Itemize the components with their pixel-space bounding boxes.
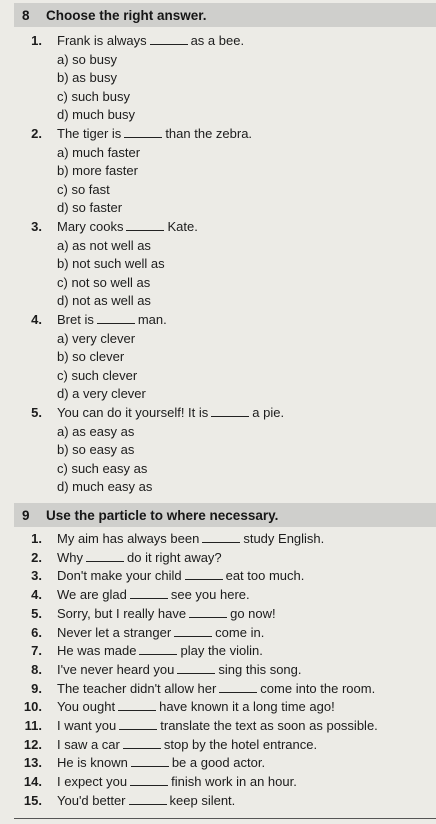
text-after-blank: play the violin.: [180, 643, 263, 658]
answer-blank[interactable]: [86, 549, 124, 562]
option-text: d) not as well as: [57, 293, 151, 308]
answer-option: [0, 237, 436, 255]
question-text: [57, 661, 302, 679]
text-before-blank: The teacher didn't allow her: [57, 681, 217, 696]
answer-blank[interactable]: [130, 586, 168, 599]
question-line: [0, 717, 436, 735]
question-line: [0, 642, 436, 660]
question-line: [0, 605, 436, 623]
question-line: [0, 792, 436, 810]
option-text: d) much easy as: [57, 479, 153, 494]
answer-option: [0, 106, 436, 124]
text-after-blank: sing this song.: [218, 662, 302, 677]
text-before-blank: I saw a car: [57, 737, 120, 752]
question-text: [57, 218, 198, 236]
answer-blank[interactable]: [211, 404, 249, 417]
question-line: [0, 125, 436, 143]
section-number: 9: [22, 507, 30, 523]
text-after-blank: man.: [137, 312, 167, 327]
text-after-blank: keep silent.: [169, 793, 236, 808]
text-after-blank: finish work in an hour.: [171, 774, 297, 789]
option-text: b) so clever: [57, 349, 125, 364]
text-before-blank: Why: [57, 550, 83, 565]
text-before-blank: My aim has always been: [57, 531, 200, 546]
answer-blank[interactable]: [185, 567, 223, 580]
question-line: [0, 698, 436, 716]
text-before-blank: Mary cooks: [57, 219, 124, 234]
answer-blank[interactable]: [129, 792, 167, 805]
question-text: [57, 642, 263, 660]
option-text: c) such clever: [57, 368, 138, 383]
section-title: Choose the right answer.: [46, 7, 207, 23]
question-text: [57, 404, 284, 422]
answer-blank[interactable]: [131, 754, 169, 767]
text-after-blank: a pie.: [252, 405, 285, 420]
option-text: b) as busy: [57, 70, 117, 85]
question-line: [0, 624, 436, 642]
question-text: [57, 549, 222, 567]
option-text: a) much faster: [57, 145, 141, 160]
text-before-blank: We are glad: [57, 587, 127, 602]
section-8-header: [14, 3, 436, 27]
question-line: [0, 32, 436, 50]
answer-option: [0, 478, 436, 496]
question-text: [57, 754, 265, 772]
answer-option: [0, 441, 436, 459]
answer-option: [0, 199, 436, 217]
question-number: 8.: [31, 662, 42, 677]
answer-option: [0, 460, 436, 478]
answer-blank[interactable]: [139, 642, 177, 655]
text-after-blank: than the zebra.: [165, 126, 253, 141]
answer-blank[interactable]: [189, 605, 227, 618]
question-text: [57, 125, 252, 143]
option-text: a) as easy as: [57, 424, 135, 439]
question-text: [57, 32, 244, 50]
text-before-blank: He is known: [57, 755, 128, 770]
question-text: [57, 680, 375, 698]
text-after-blank: as a bee.: [190, 33, 245, 48]
option-text: d) much busy: [57, 107, 136, 122]
text-after-blank: see you here.: [170, 587, 250, 602]
question-text: [57, 311, 167, 329]
text-before-blank: He was made: [57, 643, 137, 658]
answer-option: [0, 181, 436, 199]
option-text: c) so fast: [57, 182, 110, 197]
question-line: [0, 754, 436, 772]
answer-option: [0, 330, 436, 348]
answer-blank[interactable]: [130, 773, 168, 786]
question-text: [57, 605, 276, 623]
text-before-blank: Never let a stranger: [57, 625, 172, 640]
section-9-header: [14, 503, 436, 527]
answer-blank[interactable]: [150, 32, 188, 45]
answer-blank[interactable]: [177, 661, 215, 674]
answer-option: [0, 292, 436, 310]
text-after-blank: stop by the hotel entrance.: [163, 737, 318, 752]
text-before-blank: I've never heard you: [57, 662, 175, 677]
question-line: [0, 567, 436, 585]
question-number: 10.: [23, 699, 42, 714]
question-line: [0, 661, 436, 679]
answer-blank[interactable]: [97, 311, 135, 324]
question-number: 15.: [23, 793, 42, 808]
question-number: 12.: [23, 737, 42, 752]
option-text: a) as not well as: [57, 238, 151, 253]
question-line: [0, 530, 436, 548]
answer-blank[interactable]: [123, 736, 161, 749]
text-before-blank: Sorry, but I really have: [57, 606, 187, 621]
answer-option: [0, 144, 436, 162]
text-before-blank: I want you: [57, 718, 117, 733]
question-text: [57, 567, 304, 585]
question-number: 4.: [31, 587, 42, 602]
text-after-blank: go now!: [230, 606, 276, 621]
question-number: 2.: [31, 126, 42, 141]
text-after-blank: translate the text as soon as possible.: [160, 718, 378, 733]
text-before-blank: You can do it yourself! It is: [57, 405, 209, 420]
question-line: [0, 736, 436, 754]
question-text: [57, 624, 264, 642]
text-before-blank: The tiger is: [57, 126, 122, 141]
answer-option: [0, 255, 436, 273]
question-number: 5.: [31, 606, 42, 621]
question-text: [57, 736, 317, 754]
question-text: [57, 530, 324, 548]
option-text: c) not so well as: [57, 275, 151, 290]
text-before-blank: You ought: [57, 699, 116, 714]
answer-option: [0, 274, 436, 292]
question-text: [57, 773, 297, 791]
text-before-blank: Frank is always: [57, 33, 147, 48]
option-text: c) such busy: [57, 89, 130, 104]
question-number: 6.: [31, 625, 42, 640]
answer-option: [0, 162, 436, 180]
question-line: [0, 773, 436, 791]
text-after-blank: come in.: [215, 625, 265, 640]
question-number: 1.: [31, 531, 42, 546]
text-before-blank: Don't make your child: [57, 568, 182, 583]
text-before-blank: You'd better: [57, 793, 126, 808]
option-text: b) more faster: [57, 163, 138, 178]
question-number: 4.: [31, 312, 42, 327]
text-after-blank: eat too much.: [225, 568, 305, 583]
answer-blank[interactable]: [118, 698, 156, 711]
question-number: 9.: [31, 681, 42, 696]
answer-option: [0, 69, 436, 87]
answer-option: [0, 88, 436, 106]
answer-blank[interactable]: [119, 717, 157, 730]
question-line: [0, 586, 436, 604]
answer-option: [0, 423, 436, 441]
section-title: Use the particle to where necessary.: [46, 507, 279, 523]
option-text: c) such easy as: [57, 461, 148, 476]
answer-blank[interactable]: [219, 680, 257, 693]
option-text: b) not such well as: [57, 256, 165, 271]
question-line: [0, 680, 436, 698]
text-after-blank: come into the room.: [260, 681, 376, 696]
answer-option: [0, 51, 436, 69]
text-after-blank: do it right away?: [127, 550, 222, 565]
option-text: d) so faster: [57, 200, 123, 215]
question-number: 13.: [23, 755, 42, 770]
text-before-blank: Bret is: [57, 312, 94, 327]
question-line: [0, 549, 436, 567]
text-after-blank: Kate.: [167, 219, 198, 234]
answer-option: [0, 348, 436, 366]
question-line: [0, 218, 436, 236]
question-number: 3.: [31, 568, 42, 583]
answer-blank[interactable]: [126, 218, 164, 231]
question-number: 3.: [31, 219, 42, 234]
option-text: a) very clever: [57, 331, 136, 346]
text-after-blank: have known it a long time ago!: [159, 699, 335, 714]
text-after-blank: study English.: [243, 531, 325, 546]
question-text: [57, 586, 250, 604]
question-number: 11.: [24, 718, 42, 733]
question-number: 14.: [23, 774, 42, 789]
question-number: 7.: [31, 643, 42, 658]
answer-blank[interactable]: [124, 125, 162, 138]
answer-blank[interactable]: [202, 530, 240, 543]
question-text: [57, 792, 235, 810]
text-before-blank: I expect you: [57, 774, 128, 789]
question-line: [0, 404, 436, 422]
question-number: 5.: [31, 405, 42, 420]
question-number: 1.: [31, 33, 42, 48]
option-text: d) a very clever: [57, 386, 146, 401]
question-number: 2.: [31, 550, 42, 565]
question-line: [0, 311, 436, 329]
bottom-divider: [14, 818, 436, 819]
option-text: b) so easy as: [57, 442, 135, 457]
answer-option: [0, 367, 436, 385]
section-number: 8: [22, 7, 30, 23]
option-text: a) so busy: [57, 52, 117, 67]
question-text: [57, 717, 378, 735]
text-after-blank: be a good actor.: [171, 755, 266, 770]
answer-blank[interactable]: [174, 624, 212, 637]
answer-option: [0, 385, 436, 403]
question-text: [57, 698, 335, 716]
